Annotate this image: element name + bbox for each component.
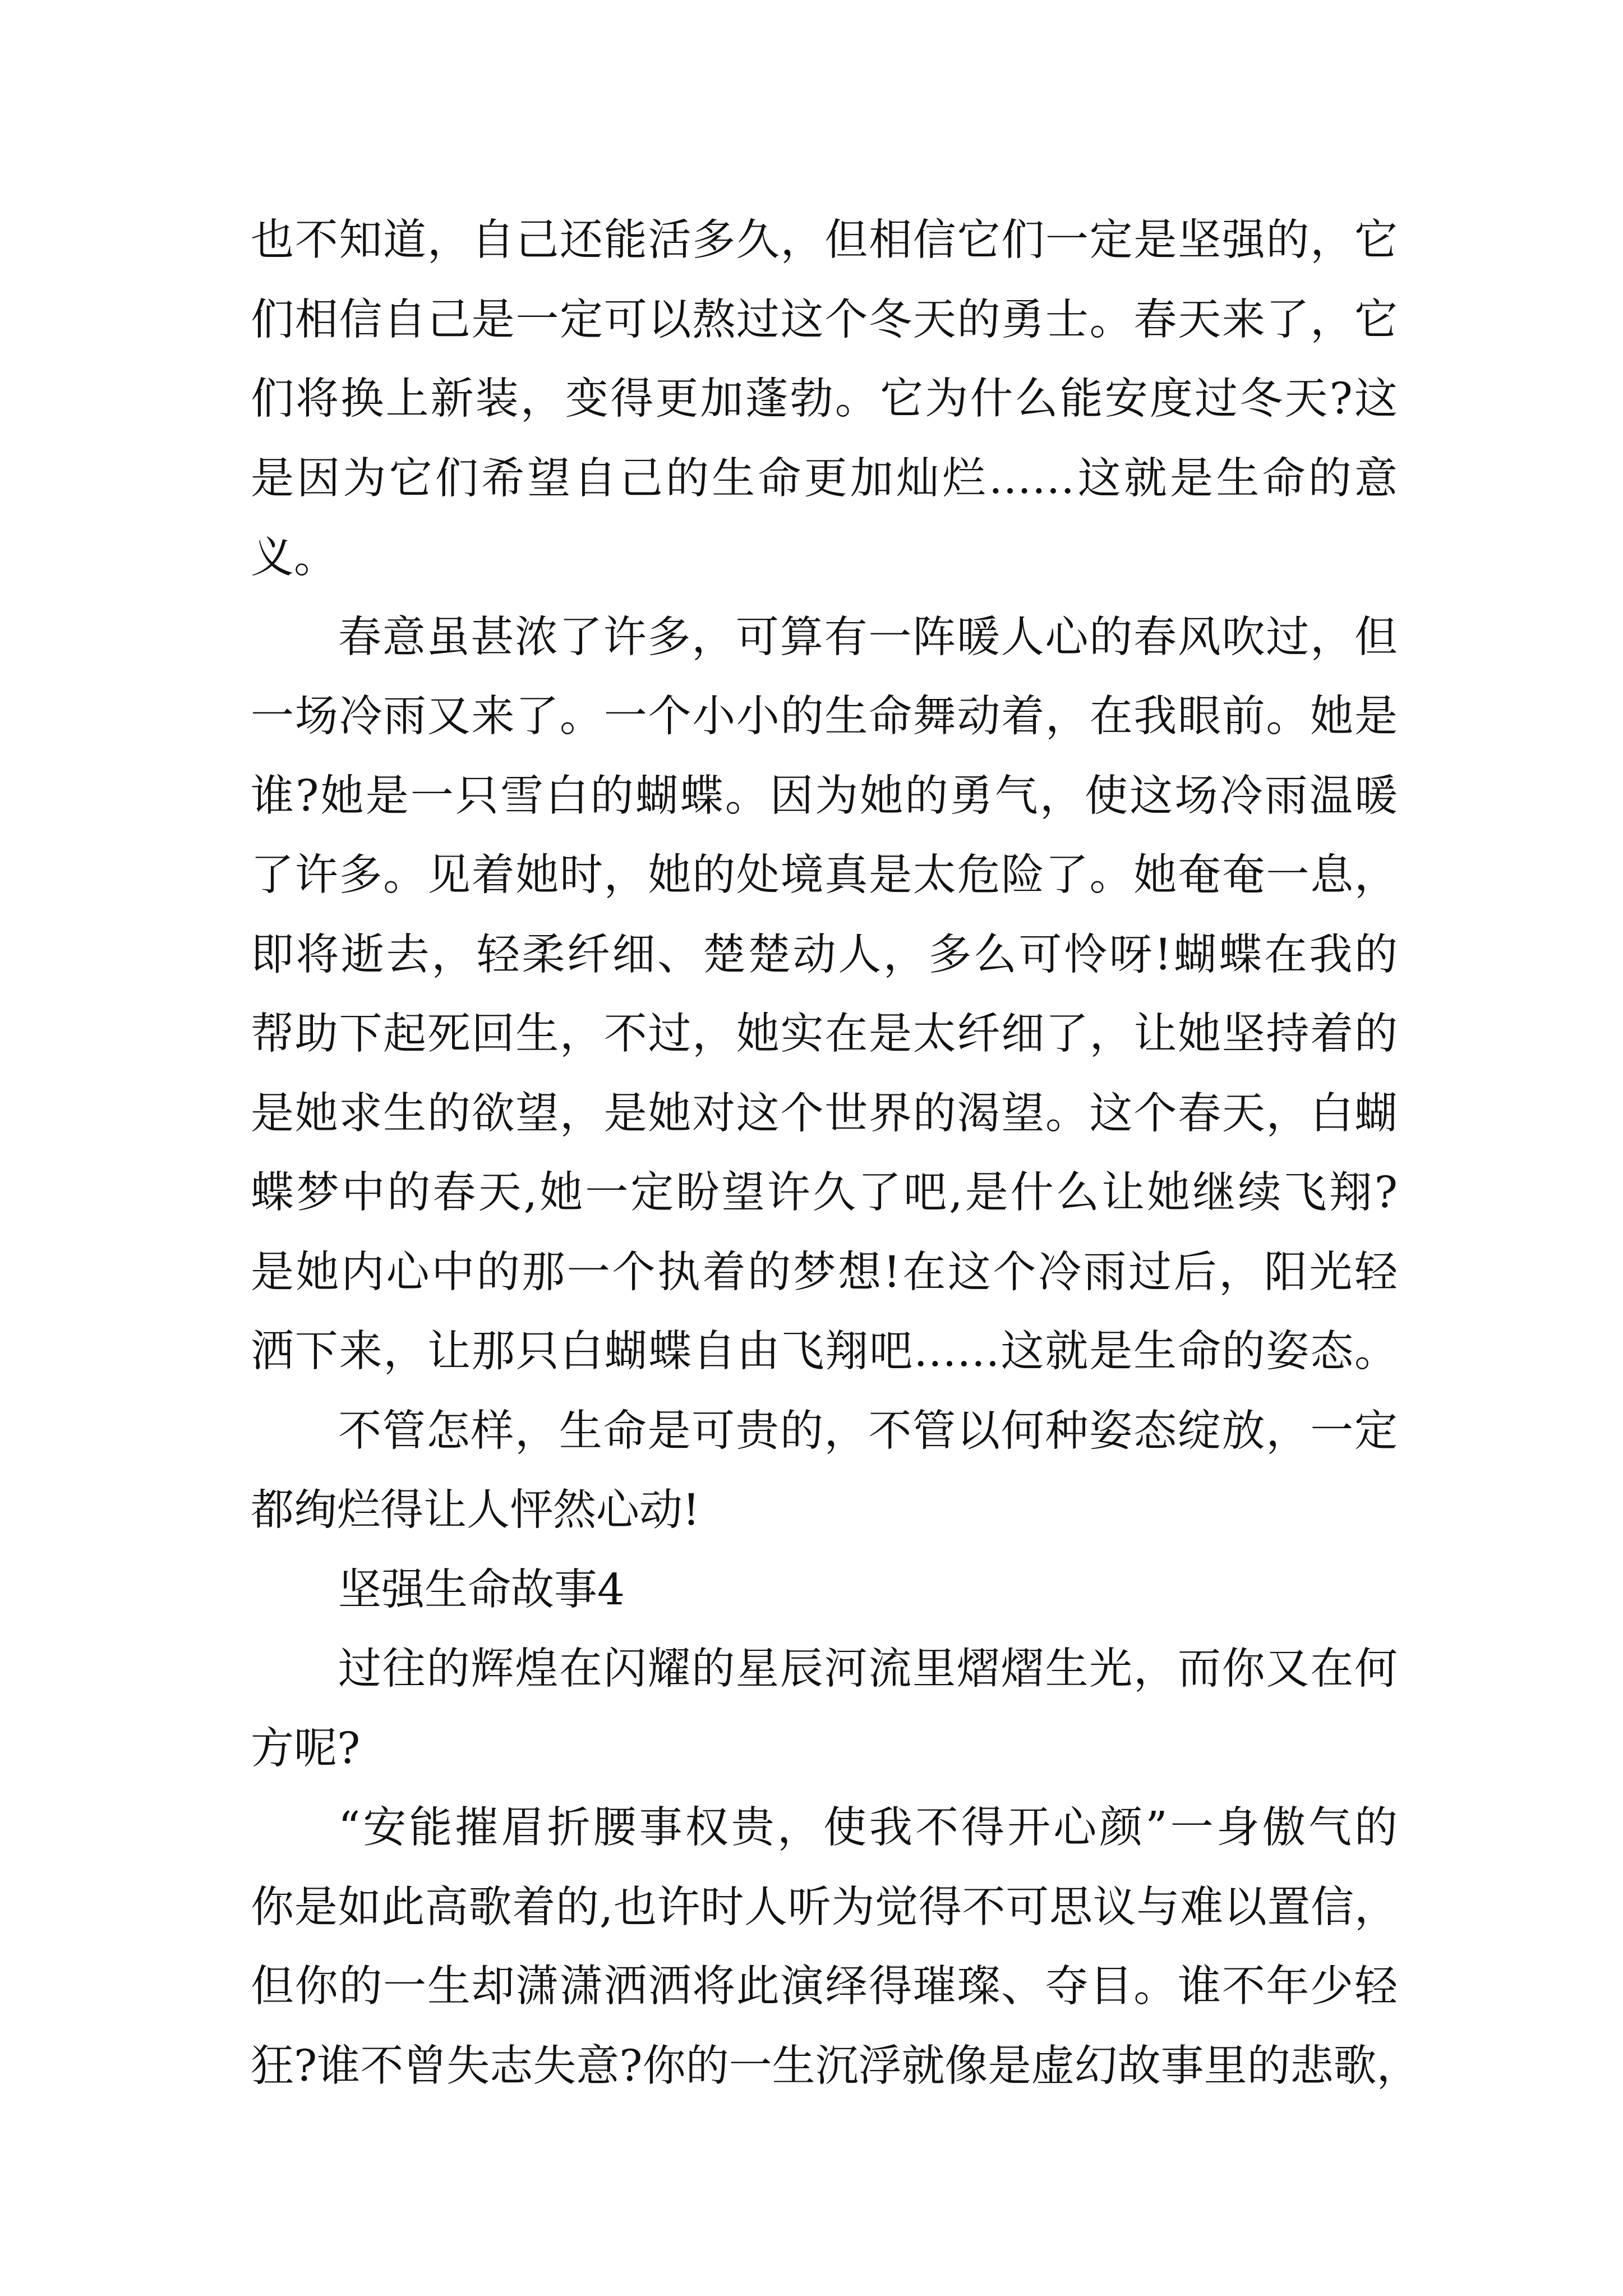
text-line: 你是如此高歌着的,也许时人听为觉得不可思议与难以置信，: [251, 1882, 1398, 1932]
document-body: [251, 201, 1420, 2106]
section-heading-text: 坚强生命故事4: [338, 1565, 625, 1615]
text-line: 一场冷雨又来了。一个小小的生命舞动着，在我眼前。她是: [251, 692, 1398, 742]
text-line: 是因为它们希望自己的生命更加灿烂……这就是生命的意: [251, 453, 1398, 504]
section-heading: [251, 1550, 1398, 1630]
text-line: 即将逝去，轻柔纤细、楚楚动人，多么可怜呀!蝴蝶在我的: [251, 930, 1398, 980]
text-line: 是她内心中的那一个执着的梦想!在这个冷雨过后，阳光轻: [251, 1247, 1398, 1297]
text-line: 帮助下起死回生，不过，她实在是太纤细了，让她坚持着的: [251, 1009, 1398, 1059]
text-line: 们相信自己是一定可以熬过这个冬天的勇士。春天来了，它: [251, 295, 1398, 345]
paragraph: [251, 1630, 1398, 1788]
text-line: 不管怎样，生命是可贵的，不管以何种姿态绽放，一定: [338, 1406, 1398, 1456]
text-line: “安能摧眉折腰事权贵，使我不得开心颜”一身傲气的: [338, 1803, 1398, 1853]
text-line: 但你的一生却潇潇洒洒将此演绎得璀璨、夺目。谁不年少轻: [251, 1962, 1398, 2012]
paragraph: [251, 1392, 1398, 1550]
text-line: 方呢?: [251, 1723, 361, 1774]
text-line: 春意虽甚浓了许多，可算有一阵暖人心的春风吹过，但: [338, 612, 1398, 662]
text-line: 都绚烂得让人怦然心动!: [251, 1485, 700, 1535]
text-line: 也不知道，自己还能活多久，但相信它们一定是坚强的，它: [251, 215, 1398, 265]
text-line: 谁?她是一只雪白的蝴蝶。因为她的勇气，使这场冷雨温暖: [251, 771, 1398, 821]
text-line: 过往的辉煌在闪耀的星辰河流里熠熠生光，而你又在何: [338, 1644, 1398, 1694]
text-line: 们将换上新装，变得更加蓬勃。它为什么能安度过冬天?这: [251, 374, 1398, 424]
paragraph: [251, 598, 1398, 1392]
text-line: 狂?谁不曾失志失意?你的一生沉浮就像是虚幻故事里的悲歌，: [251, 2041, 1420, 2091]
text-line: 蝶梦中的春天,她一定盼望许久了吧,是什么让她继续飞翔?: [251, 1168, 1398, 1218]
text-line: 义。: [251, 533, 337, 583]
text-line: 洒下来，让那只白蝴蝶自由飞翔吧……这就是生命的姿态。: [251, 1327, 1398, 1377]
text-line: 是她求生的欲望，是她对这个世界的渴望。这个春天，白蝴: [251, 1088, 1398, 1139]
paragraph: [251, 1788, 1420, 2106]
text-line: 了许多。见着她时，她的处境真是太危险了。她奄奄一息，: [251, 850, 1398, 900]
paragraph: [251, 201, 1398, 598]
